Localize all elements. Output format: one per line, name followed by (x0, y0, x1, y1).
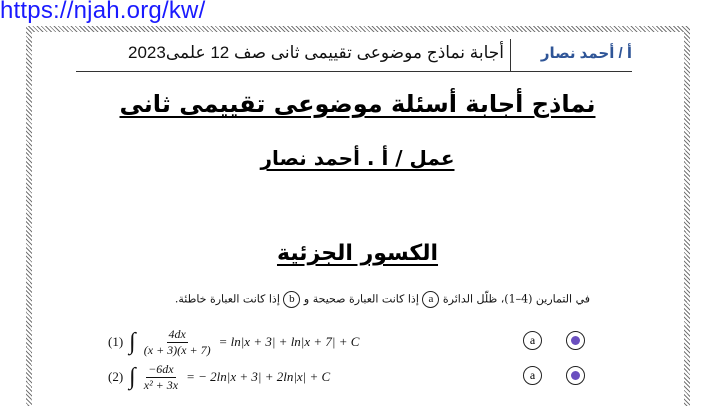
header-author: أ / أحمد نصار (540, 45, 632, 62)
integral-sign-icon: ∫ (129, 363, 136, 390)
instructions-middle: إذا كانت العبارة صحيحة و (303, 292, 419, 306)
header-subject: أجابة نماذج موضوعى تقييمى ثانى صف 12 علمى2023 (128, 43, 504, 62)
page-title: نماذج أجابة أسئلة موضوعى تقييمى ثانى (119, 90, 596, 118)
exercise-2 (108, 362, 330, 392)
exercise-result: = − 2ln|x + 3| + 2ln|x| + C (186, 369, 331, 384)
instructions-option-b: b (283, 291, 300, 308)
exercise-number: (2) (108, 369, 124, 384)
exercise-number: (1) (108, 334, 124, 349)
exercise-instructions (174, 291, 590, 308)
fraction-denominator: (x + 3)(x + 7) (143, 342, 211, 357)
exercise-2-option-a[interactable]: a (523, 366, 542, 385)
integral-sign-icon: ∫ (129, 328, 136, 355)
header-divider (510, 39, 511, 71)
integrand-fraction (142, 327, 213, 358)
section-title: الكسور الجزئية (276, 241, 439, 266)
fraction-numerator: 4dx (168, 326, 186, 341)
source-url[interactable]: https://njah.org/kw/ (0, 0, 206, 24)
instructions-option-a: a (422, 291, 439, 308)
document-header (76, 39, 632, 72)
exercise-result: = ln|x + 3| + ln|x + 7| + C (218, 334, 360, 349)
integrand-fraction (142, 362, 180, 393)
instructions-suffix: إذا كانت العبارة خاطئة. (174, 292, 280, 306)
exercise-1 (108, 327, 359, 357)
author-byline: عمل / أ . أحمد نصار (260, 146, 455, 170)
instructions-prefix: في التمارين (4–1)، ظلّل الدائرة (442, 292, 590, 306)
exercise-1-option-a[interactable]: a (523, 331, 542, 350)
exercise-2-option-b-selected[interactable] (566, 366, 585, 385)
fraction-denominator: x² + 3x (143, 377, 179, 392)
exercise-1-option-b-selected[interactable] (566, 331, 585, 350)
fraction-numerator: −6dx (148, 361, 174, 376)
